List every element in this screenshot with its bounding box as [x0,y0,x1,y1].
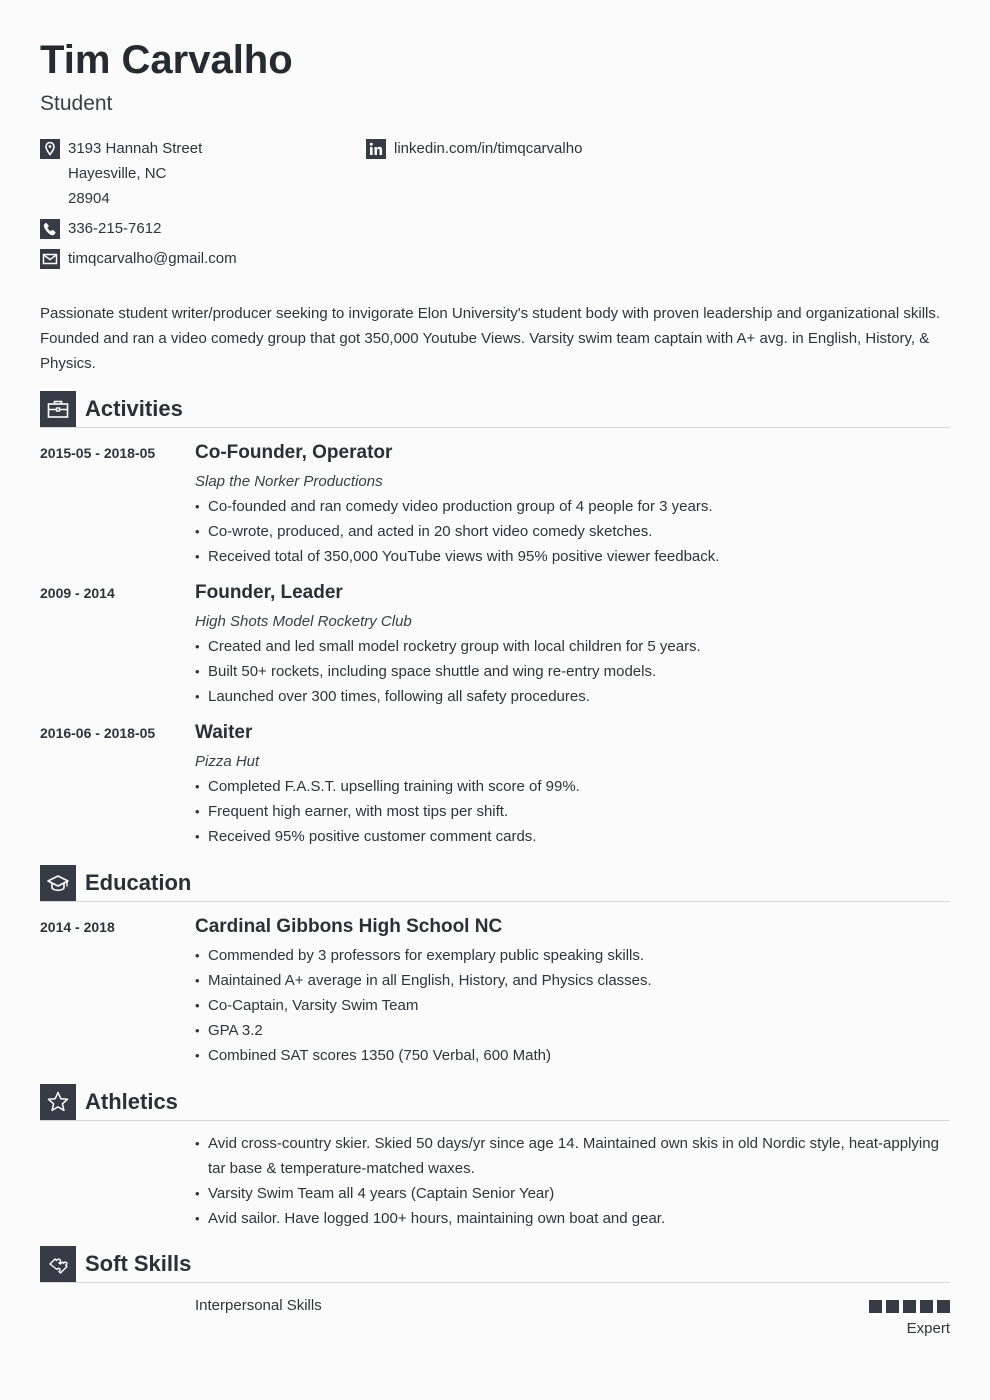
bullet-item: • Co-founded and ran comedy video production group of 4 people for 3 years. [195,494,950,519]
activity-entry [40,721,950,856]
entry-date: 2016-06 - 2018-05 [40,725,156,741]
entry-date: 2009 - 2014 [40,585,115,601]
bullet-item: • Avid cross-country skier. Skied 50 days/yr since age 14. Maintained own skis in old Nordic style, heat-applying tar base & temperature-matched waxes. [195,1131,950,1181]
rating-square [903,1300,916,1313]
entry-organization: High Shots Model Rocketry Club [195,613,412,630]
phone-number: 336-215-7612 [68,220,162,237]
address-line2-row [40,161,237,186]
skill-level: Expert [906,1320,950,1337]
activity-entry [40,441,950,576]
entry-title: Founder, Leader [195,582,343,603]
bullet-item: • Combined SAT scores 1350 (750 Verbal, 600 Math) [195,1043,950,1068]
skill-rating [869,1300,950,1313]
address-line2: Hayesville, NC [68,165,167,182]
bullet-item: • Created and led small model rocketry group with local children for 5 years. [195,634,950,659]
entry-body [195,441,950,569]
entry-bullets [195,943,950,1068]
location-pin-icon [40,139,60,159]
entry-body [195,915,950,1068]
entry-bullets [195,774,950,849]
address-line3-row [40,186,237,211]
section-header-education [40,865,950,902]
profile-summary: Passionate student writer/producer seeking to invigorate Elon University's student body with proven leadership and organizational skills. Founded and ran a video comedy group that got 350,000 Youtube Views. Varsity swim team captain with A+ avg. in English, History, & Physics. [40,305,941,372]
entry-title: Waiter [195,722,253,743]
bullet-item: • Varsity Swim Team all 4 years (Captain Senior Year) [195,1181,950,1206]
entry-date: 2015-05 - 2018-05 [40,445,156,461]
athletics-list [195,1131,950,1231]
athletics-bullets [195,1131,950,1231]
entry-bullets [195,634,950,709]
puzzle-icon [40,1246,76,1282]
rating-square [937,1300,950,1313]
entry-bullets [195,494,950,569]
section-title: Soft Skills [85,1251,192,1276]
bullet-item: • Co-Captain, Varsity Swim Team [195,993,950,1018]
bullet-item: • Received 95% positive customer comment cards. [195,824,950,849]
address-row [40,136,237,161]
phone-icon [40,219,60,239]
entry-title: Cardinal Gibbons High School NC [195,916,503,937]
bullet-item: • GPA 3.2 [195,1018,950,1043]
bullet-item: • Maintained A+ average in all English, History, and Physics classes. [195,968,950,993]
section-title: Athletics [85,1089,178,1114]
bullet-item: • Commended by 3 professors for exemplary public speaking skills. [195,943,950,968]
contact-left [40,136,237,271]
section-header-activities [40,391,950,428]
entry-title: Co-Founder, Operator [195,442,393,463]
rating-square [886,1300,899,1313]
entry-date: 2014 - 2018 [40,919,115,935]
phone-row [40,216,237,241]
bullet-item: • Launched over 300 times, following all safety procedures. [195,684,950,709]
activity-entry [40,581,950,716]
address-line1: 3193 Hannah Street [68,140,203,157]
bullet-item: • Built 50+ rockets, including space shuttle and wing re-entry models. [195,659,950,684]
address-line3: 28904 [68,190,110,207]
section-header-soft-skills [40,1246,950,1283]
bullet-item: • Frequent high earner, with most tips per shift. [195,799,950,824]
briefcase-icon [40,391,76,427]
education-entry [40,915,950,1075]
section-title: Education [85,870,192,895]
rating-square [869,1300,882,1313]
linkedin-icon [366,139,386,159]
bullet-item: • Avid sailor. Have logged 100+ hours, maintaining own boat and gear. [195,1206,950,1231]
skill-name: Interpersonal Skills [195,1297,322,1314]
star-icon [40,1084,76,1120]
linkedin-url[interactable]: linkedin.com/in/timqcarvalho [394,140,583,157]
graduation-cap-icon [40,865,76,901]
bullet-item: • Completed F.A.S.T. upselling training with score of 99%. [195,774,950,799]
email-row [40,246,237,271]
entry-organization: Slap the Norker Productions [195,473,383,490]
bullet-item: • Co-wrote, produced, and acted in 20 short video comedy sketches. [195,519,950,544]
entry-body [195,581,950,709]
entry-organization: Pizza Hut [195,753,260,770]
skill-row [195,1293,950,1343]
linkedin-row [366,136,582,161]
contact-right [366,136,582,161]
bullet-item: • Received total of 350,000 YouTube views with 95% positive viewer feedback. [195,544,950,569]
section-header-athletics [40,1084,950,1121]
candidate-role: Student [40,92,113,115]
entry-body [195,721,950,849]
rating-square [920,1300,933,1313]
email-icon [40,249,60,269]
candidate-name: Tim Carvalho [40,38,293,82]
email-address[interactable]: timqcarvalho@gmail.com [68,250,237,267]
section-title: Activities [85,396,183,421]
